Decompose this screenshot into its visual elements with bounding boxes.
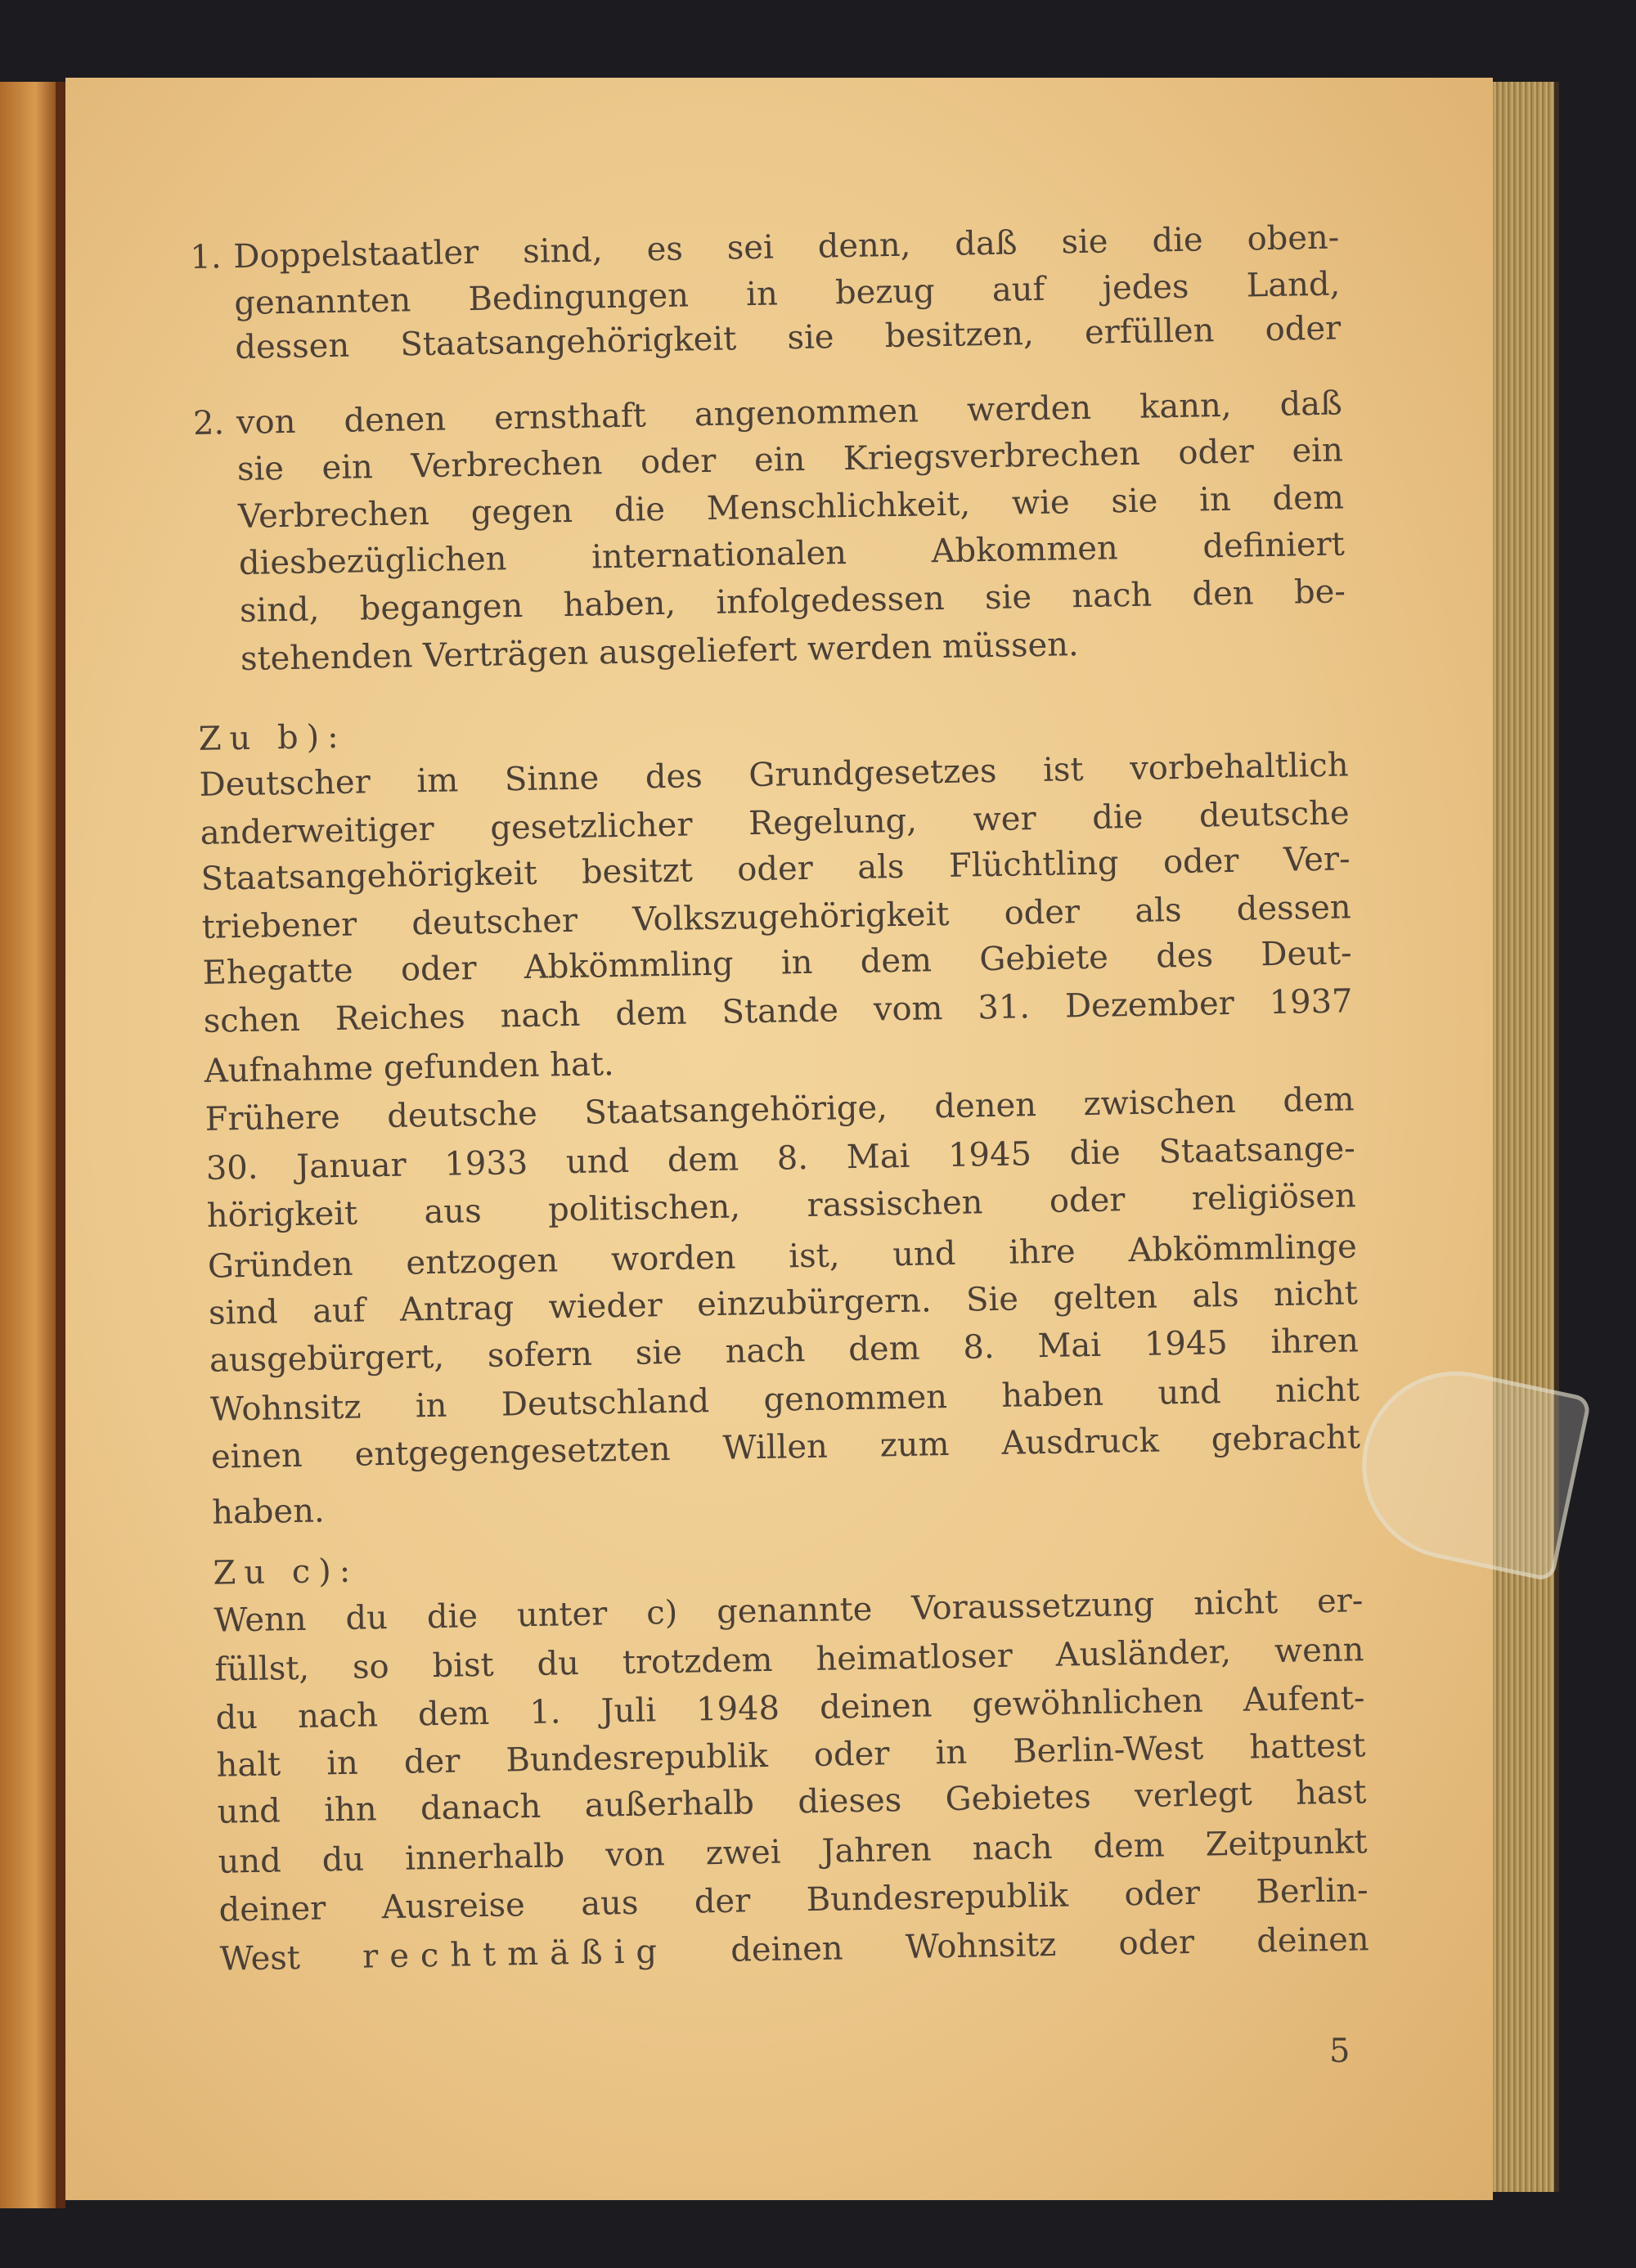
text-line: sind auf Antrag wieder einzubürgern. Sie gelten als nicht xyxy=(208,1274,1359,1332)
text-line: deiner Ausreise aus der Bundesrepublik oder Berlin- xyxy=(218,1871,1369,1929)
page-number: 5 xyxy=(1329,2032,1351,2070)
left-page-edge xyxy=(0,82,59,2208)
text-line: Frühere deutsche Staatsangehörige, denen zwischen dem xyxy=(204,1080,1355,1138)
text-line: 30. Januar 1933 und dem 8. Mai 1945 die Staatsange- xyxy=(205,1130,1356,1188)
text-line: füllst, so bist du trotzdem heimatloser Ausländer, wenn xyxy=(214,1631,1364,1689)
emphasized-word: rechtmäßig xyxy=(362,1933,669,1976)
text-line: halt in der Bundesrepublik oder in Berlin-West hattest xyxy=(216,1727,1366,1785)
text-line: du nach dem 1. Juli 1948 deinen gewöhnlichen Aufent- xyxy=(215,1679,1365,1737)
page-edges xyxy=(1493,82,1559,2192)
text-line: Wenn du die unter c) genannte Voraussetzung nicht er- xyxy=(213,1582,1364,1640)
text-line: sie ein Verbrechen oder ein Kriegsverbrechen oder ein xyxy=(236,431,1344,489)
book-gutter xyxy=(56,82,65,2208)
text-line: triebener deutscher Volkszugehörigkeit oder als dessen xyxy=(201,888,1351,946)
text-line: Wohnsitz in Deutschland genommen haben und nicht xyxy=(209,1371,1360,1429)
text-line: ausgebürgert, sofern sie nach dem 8. Mai 1945 ihren xyxy=(209,1322,1360,1380)
text-line: einen entgegengesetzten Willen zum Ausdruck gebracht xyxy=(210,1418,1361,1476)
text-line: Doppelstaatler sind, es sei denn, daß sie die oben- xyxy=(233,218,1340,276)
text-line: Staatsangehörigkeit besitzt oder als Flüchtling oder Ver- xyxy=(200,840,1351,898)
text-line: anderweitiger gesetzlicher Regelung, wer die deutsche xyxy=(200,794,1350,852)
text-line: hörigkeit aus politischen, rassischen oder religiösen xyxy=(206,1177,1357,1235)
text-line: und ihn danach außerhalb dieses Gebietes verlegt hast xyxy=(217,1773,1367,1831)
text-line: Verbrechen gegen die Menschlichkeit, wie sie in dem xyxy=(237,478,1345,537)
section-heading-c: Zu c): xyxy=(213,1552,359,1592)
text-line: Aufnahme gefunden hat. xyxy=(204,1045,615,1090)
text-line: haben. xyxy=(211,1492,325,1532)
section-heading-b: Zu b): xyxy=(198,717,348,758)
text-line: schen Reiches nach dem Stande vom 31. Dezember 1937 xyxy=(203,982,1353,1040)
page-text xyxy=(190,217,1370,2036)
text-line: stehenden Verträgen ausgeliefert werden müssen. xyxy=(240,626,1080,678)
text-line-last xyxy=(219,1919,1369,1980)
text-line: genannten Bedingungen in bezug auf jedes Land, xyxy=(234,265,1341,323)
item-number: 1. xyxy=(190,238,222,276)
text-line: und du innerhalb von zwei Jahren nach dem Zeitpunkt xyxy=(218,1823,1368,1881)
last-line-start: West xyxy=(219,1938,301,1978)
last-line-end: deinen Wohnsitz oder deinen xyxy=(730,1920,1369,1969)
text-line: Ehegatte oder Abkömmling in dem Gebiete des Deut- xyxy=(202,934,1352,992)
text-line: Gründen entzogen worden ist, und ihre Abkömmlinge xyxy=(207,1228,1358,1286)
text-line: Deutscher im Sinne des Grundgesetzes ist vorbehaltlich xyxy=(199,746,1349,804)
text-line: diesbezüglichen internationalen Abkommen definiert xyxy=(238,525,1346,583)
item-number: 2. xyxy=(192,404,225,442)
text-line: von denen ernsthaft angenommen werden kann, daß xyxy=(236,384,1343,442)
text-line: dessen Staatsangehörigkeit sie besitzen, erfüllen oder xyxy=(234,309,1342,367)
text-line: sind, begangen haben, infolgedessen sie nach den be- xyxy=(239,573,1346,631)
